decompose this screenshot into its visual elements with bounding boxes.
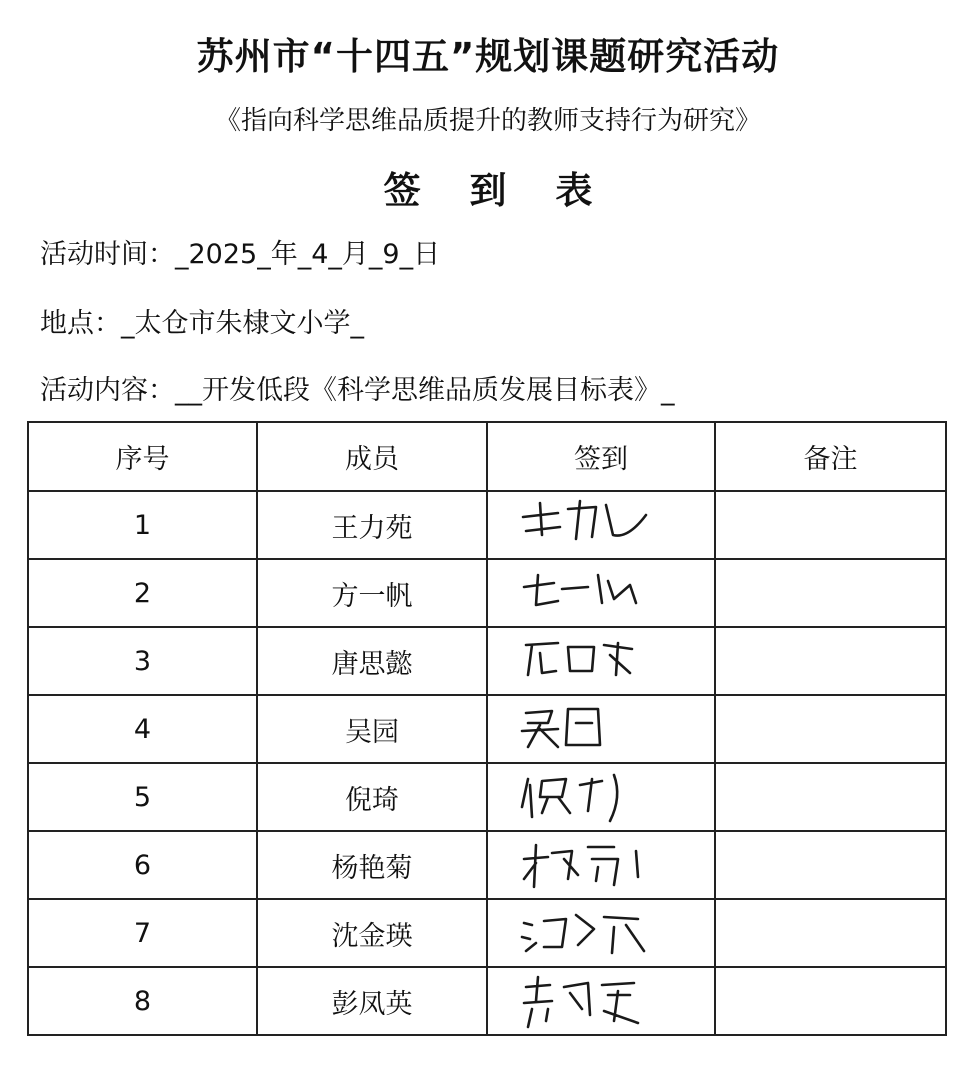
- row-note: [715, 491, 946, 559]
- signature-ink: [518, 971, 658, 1031]
- member-name: 吴园: [257, 695, 487, 763]
- activity-content-value: __开发低段《科学思维品质发展目标表》_: [175, 375, 675, 406]
- row-number: 4: [28, 695, 257, 763]
- member-name: 王力苑: [257, 491, 487, 559]
- table-row: [28, 491, 946, 559]
- document-title: 苏州市“十四五”规划课题研究活动: [196, 35, 780, 78]
- activity-place-line: [40, 301, 364, 340]
- member-name: 唐思懿: [257, 627, 487, 695]
- activity-content-label: 活动内容：: [40, 375, 175, 406]
- member-name: 方一帆: [257, 559, 487, 627]
- row-note: [715, 695, 946, 763]
- table-row: [28, 627, 946, 695]
- row-number: 3: [28, 627, 257, 695]
- member-name: 倪琦: [257, 763, 487, 831]
- handwritten-signature: [487, 695, 715, 763]
- member-name: 沈金瑛: [257, 899, 487, 967]
- signature-ink: [518, 767, 658, 827]
- row-number: 7: [28, 899, 257, 967]
- table-row: [28, 763, 946, 831]
- row-note: [715, 967, 946, 1035]
- signature-ink: [518, 903, 658, 963]
- activity-content-line: [40, 368, 675, 407]
- activity-time-value: _2025_年_4_月_9_日: [175, 239, 441, 270]
- signature-ink: [518, 495, 658, 555]
- row-note: [715, 831, 946, 899]
- table-row: [28, 967, 946, 1035]
- table-row: [28, 559, 946, 627]
- signature-ink: [518, 563, 658, 623]
- header-member: 成员: [257, 422, 487, 491]
- row-number: 1: [28, 491, 257, 559]
- row-note: [715, 627, 946, 695]
- table-row: [28, 695, 946, 763]
- signature-ink: [518, 835, 658, 895]
- table-row: [28, 899, 946, 967]
- header-number: 序号: [28, 422, 257, 491]
- handwritten-signature: [487, 831, 715, 899]
- header-note: 备注: [715, 422, 946, 491]
- activity-place-value: _太仓市朱棣文小学_: [121, 308, 364, 339]
- row-note: [715, 899, 946, 967]
- row-number: 8: [28, 967, 257, 1035]
- member-name: 彭凤英: [257, 967, 487, 1035]
- handwritten-signature: [487, 899, 715, 967]
- sign-in-table: [27, 421, 947, 1036]
- row-note: [715, 763, 946, 831]
- table-row: [28, 831, 946, 899]
- signature-ink: [518, 699, 658, 759]
- row-number: 5: [28, 763, 257, 831]
- sheet-heading: 签 到 表: [383, 169, 611, 212]
- signature-ink: [518, 631, 658, 691]
- header-signature: 签到: [487, 422, 715, 491]
- row-note: [715, 559, 946, 627]
- member-name: 杨艳菊: [257, 831, 487, 899]
- handwritten-signature: [487, 763, 715, 831]
- row-number: 6: [28, 831, 257, 899]
- activity-time-label: 活动时间：: [40, 239, 175, 270]
- table-header-row: [28, 422, 946, 491]
- handwritten-signature: [487, 967, 715, 1035]
- handwritten-signature: [487, 559, 715, 627]
- activity-time-line: [40, 232, 440, 271]
- handwritten-signature: [487, 491, 715, 559]
- document-subtitle: 《指向科学思维品质提升的教师支持行为研究》: [214, 106, 761, 136]
- activity-place-label: 地点：: [40, 308, 121, 339]
- row-number: 2: [28, 559, 257, 627]
- handwritten-signature: [487, 627, 715, 695]
